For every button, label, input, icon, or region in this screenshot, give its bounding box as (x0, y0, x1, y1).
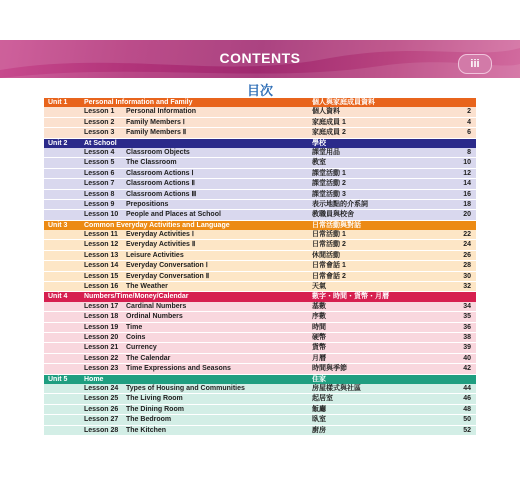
lesson-title: The Kitchen (126, 426, 167, 434)
lesson-label: Lesson 5 (84, 159, 115, 167)
lesson-row[interactable] (44, 210, 476, 220)
lesson-page-number: 48 (463, 405, 471, 413)
lesson-title: The Classroom (126, 159, 177, 167)
lesson-row[interactable] (44, 190, 476, 200)
lesson-title: Everyday Conversation Ⅱ (126, 272, 210, 280)
lesson-row[interactable] (44, 312, 476, 322)
lesson-row[interactable] (44, 148, 476, 158)
lesson-title-chinese: 日常會話 1 (312, 262, 346, 270)
lesson-page-number: 18 (463, 200, 471, 208)
lesson-title: Time (126, 323, 143, 331)
lesson-row[interactable] (44, 128, 476, 138)
lesson-title-chinese: 課堂活動 1 (312, 169, 346, 177)
unit-title: At School (84, 139, 117, 147)
lesson-row[interactable] (44, 343, 476, 353)
lesson-row[interactable] (44, 272, 476, 282)
lesson-label: Lesson 12 (84, 241, 119, 249)
unit-title: Personal Information and Family (84, 99, 193, 106)
lesson-label: Lesson 4 (84, 148, 115, 156)
lesson-title: Coins (126, 333, 146, 341)
page-number-badge: iii (458, 54, 492, 74)
lesson-page-number: 42 (463, 365, 471, 373)
lesson-title: Classroom Objects (126, 148, 190, 156)
lesson-title: Family Members Ⅱ (126, 129, 187, 137)
lesson-label: Lesson 18 (84, 313, 119, 321)
unit-title-chinese: 學校 (312, 139, 326, 147)
lesson-title: Everyday Activities Ⅰ (126, 231, 194, 239)
lesson-page-number: 26 (463, 251, 471, 259)
lesson-title-chinese: 課堂活動 3 (312, 190, 346, 198)
lesson-label: Lesson 14 (84, 262, 119, 270)
unit-header-row[interactable] (44, 221, 476, 230)
lesson-title: The Calendar (126, 354, 171, 362)
lesson-page-number: 10 (463, 159, 471, 167)
lesson-label: Lesson 28 (84, 426, 119, 434)
lesson-title-chinese: 課堂用品 (312, 148, 340, 156)
lesson-page-number: 39 (463, 344, 471, 352)
lesson-title: Personal Information (126, 108, 197, 116)
lesson-label: Lesson 26 (84, 405, 119, 413)
lesson-page-number: 6 (467, 129, 471, 137)
lesson-page-number: 40 (463, 354, 471, 362)
unit-label: Unit 4 (48, 293, 68, 301)
lesson-label: Lesson 9 (84, 200, 115, 208)
lesson-title-chinese: 表示地點的介系詞 (312, 200, 368, 208)
lesson-title-chinese: 教室 (312, 159, 326, 167)
lesson-label: Lesson 13 (84, 251, 119, 259)
unit-header-row[interactable] (44, 139, 476, 148)
lesson-title: Family Members Ⅰ (126, 118, 185, 126)
lesson-page-number: 50 (463, 416, 471, 424)
lesson-title-chinese: 廚房 (312, 426, 326, 434)
lesson-label: Lesson 19 (84, 323, 119, 331)
lesson-label: Lesson 1 (84, 108, 115, 116)
lesson-row[interactable] (44, 333, 476, 343)
lesson-title-chinese: 日常活動 1 (312, 231, 346, 239)
unit-title: Common Everyday Activities and Language (84, 221, 230, 229)
lesson-label: Lesson 25 (84, 395, 119, 403)
lesson-row[interactable] (44, 405, 476, 415)
lesson-title: The Living Room (126, 395, 183, 403)
lesson-title-chinese: 飯廳 (312, 405, 326, 413)
lesson-page-number: 20 (463, 211, 471, 219)
lesson-page-number: 4 (467, 118, 471, 126)
lesson-label: Lesson 16 (84, 283, 119, 291)
unit-title: Numbers/Time/Money/Calendar (84, 293, 189, 301)
lesson-row[interactable] (44, 251, 476, 261)
lesson-title-chinese: 基數 (312, 302, 326, 310)
lesson-row[interactable] (44, 230, 476, 240)
lesson-row[interactable] (44, 200, 476, 210)
lesson-page-number: 36 (463, 323, 471, 331)
lesson-page-number: 34 (463, 302, 471, 310)
lesson-row[interactable] (44, 323, 476, 333)
lesson-title: Types of Housing and Communities (126, 384, 245, 392)
lesson-label: Lesson 7 (84, 180, 115, 188)
lesson-row[interactable] (44, 394, 476, 404)
lesson-title: Cardinal Numbers (126, 302, 187, 310)
unit-title-chinese: 日常活動與對話 (312, 221, 361, 229)
unit-header-row[interactable] (44, 375, 476, 384)
page-title: CONTENTS (219, 50, 301, 66)
lesson-row[interactable] (44, 415, 476, 425)
lesson-page-number: 44 (463, 384, 471, 392)
lesson-row[interactable] (44, 179, 476, 189)
lesson-title: Classroom Actions Ⅰ (126, 169, 194, 177)
lesson-row[interactable] (44, 240, 476, 250)
lesson-title: The Weather (126, 283, 168, 291)
lesson-title-chinese: 臥室 (312, 416, 326, 424)
lesson-page-number: 8 (467, 148, 471, 156)
lesson-title-chinese: 硬幣 (312, 333, 326, 341)
unit-title: Home (84, 375, 104, 383)
lesson-label: Lesson 10 (84, 211, 119, 219)
lesson-page-number: 2 (467, 108, 471, 116)
lesson-title: The Dining Room (126, 405, 184, 413)
lesson-title-chinese: 家庭成員 2 (312, 129, 346, 137)
lesson-title: Classroom Actions Ⅱ (126, 180, 195, 188)
lesson-title-chinese: 起居室 (312, 395, 333, 403)
lesson-page-number: 16 (463, 190, 471, 198)
lesson-label: Lesson 24 (84, 384, 119, 392)
lesson-label: Lesson 15 (84, 272, 119, 280)
unit-title-chinese: 住家 (312, 375, 326, 383)
lesson-page-number: 24 (463, 241, 471, 249)
lesson-title: Everyday Conversation Ⅰ (126, 262, 208, 270)
lesson-row[interactable] (44, 354, 476, 364)
lesson-page-number: 52 (463, 426, 471, 434)
lesson-row[interactable] (44, 118, 476, 128)
lesson-title: Currency (126, 344, 157, 352)
unit-header-row[interactable] (44, 292, 476, 301)
lesson-page-number: 30 (463, 272, 471, 280)
lesson-page-number: 32 (463, 283, 471, 291)
unit-title-chinese: 數字・時間・貨幣・月曆 (312, 293, 389, 301)
lesson-title: Classroom Actions Ⅲ (126, 190, 197, 198)
lesson-row[interactable] (44, 384, 476, 394)
lesson-title-chinese: 日常活動 2 (312, 241, 346, 249)
lesson-label: Lesson 3 (84, 129, 115, 137)
table-of-contents (44, 98, 476, 436)
lesson-row[interactable] (44, 426, 476, 436)
lesson-label: Lesson 21 (84, 344, 119, 352)
lesson-label: Lesson 11 (84, 231, 118, 239)
lesson-row[interactable] (44, 169, 476, 179)
lesson-title-chinese: 貨幣 (312, 344, 326, 352)
lesson-row[interactable] (44, 282, 476, 292)
lesson-title-chinese: 課堂活動 2 (312, 180, 346, 188)
lesson-title-chinese: 教職員與校舍 (312, 211, 354, 219)
lesson-row[interactable] (44, 158, 476, 168)
lesson-page-number: 22 (463, 231, 471, 239)
unit-label: Unit 5 (48, 375, 68, 383)
lesson-title: Leisure Activities (126, 251, 184, 259)
lesson-title-chinese: 序數 (312, 313, 326, 321)
unit-label: Unit 3 (48, 221, 68, 229)
lesson-label: Lesson 20 (84, 333, 119, 341)
page-subtitle: 目次 (246, 83, 273, 98)
lesson-label: Lesson 22 (84, 354, 119, 362)
lesson-page-number: 14 (463, 180, 471, 188)
lesson-title: The Bedroom (126, 416, 172, 424)
unit-header-row[interactable] (44, 98, 476, 107)
lesson-title-chinese: 時間 (312, 323, 326, 331)
lesson-label: Lesson 17 (84, 302, 119, 310)
lesson-title-chinese: 家庭成員 1 (312, 118, 346, 126)
lesson-title-chinese: 個人資料 (312, 108, 340, 116)
lesson-page-number: 46 (463, 395, 471, 403)
lesson-label: Lesson 8 (84, 190, 115, 198)
unit-title-chinese: 個人與家庭成員資料 (312, 99, 375, 106)
lesson-row[interactable] (44, 364, 476, 374)
lesson-label: Lesson 23 (84, 365, 119, 373)
lesson-title-chinese: 休閒活動 (312, 251, 340, 259)
lesson-label: Lesson 27 (84, 416, 119, 424)
lesson-page-number: 35 (463, 313, 471, 321)
lesson-title: Everyday Activities Ⅱ (126, 241, 196, 249)
lesson-title: Prepositions (126, 200, 169, 208)
lesson-label: Lesson 6 (84, 169, 115, 177)
lesson-page-number: 28 (463, 262, 471, 270)
lesson-page-number: 38 (463, 333, 471, 341)
lesson-title-chinese: 日常會話 2 (312, 272, 346, 280)
lesson-title: Time Expressions and Seasons (126, 365, 231, 373)
unit-label: Unit 2 (48, 139, 68, 147)
lesson-row[interactable] (44, 261, 476, 271)
lesson-title: People and Places at School (126, 211, 221, 219)
lesson-title-chinese: 月曆 (312, 354, 326, 362)
lesson-title: Ordinal Numbers (126, 313, 183, 321)
lesson-title-chinese: 房屋樣式與社區 (312, 384, 361, 392)
lesson-row[interactable] (44, 107, 476, 117)
lesson-page-number: 12 (463, 169, 471, 177)
unit-label: Unit 1 (48, 99, 68, 106)
lesson-label: Lesson 2 (84, 118, 115, 126)
lesson-title-chinese: 時間與季節 (312, 365, 347, 373)
lesson-title-chinese: 天氣 (312, 283, 326, 291)
lesson-row[interactable] (44, 302, 476, 312)
